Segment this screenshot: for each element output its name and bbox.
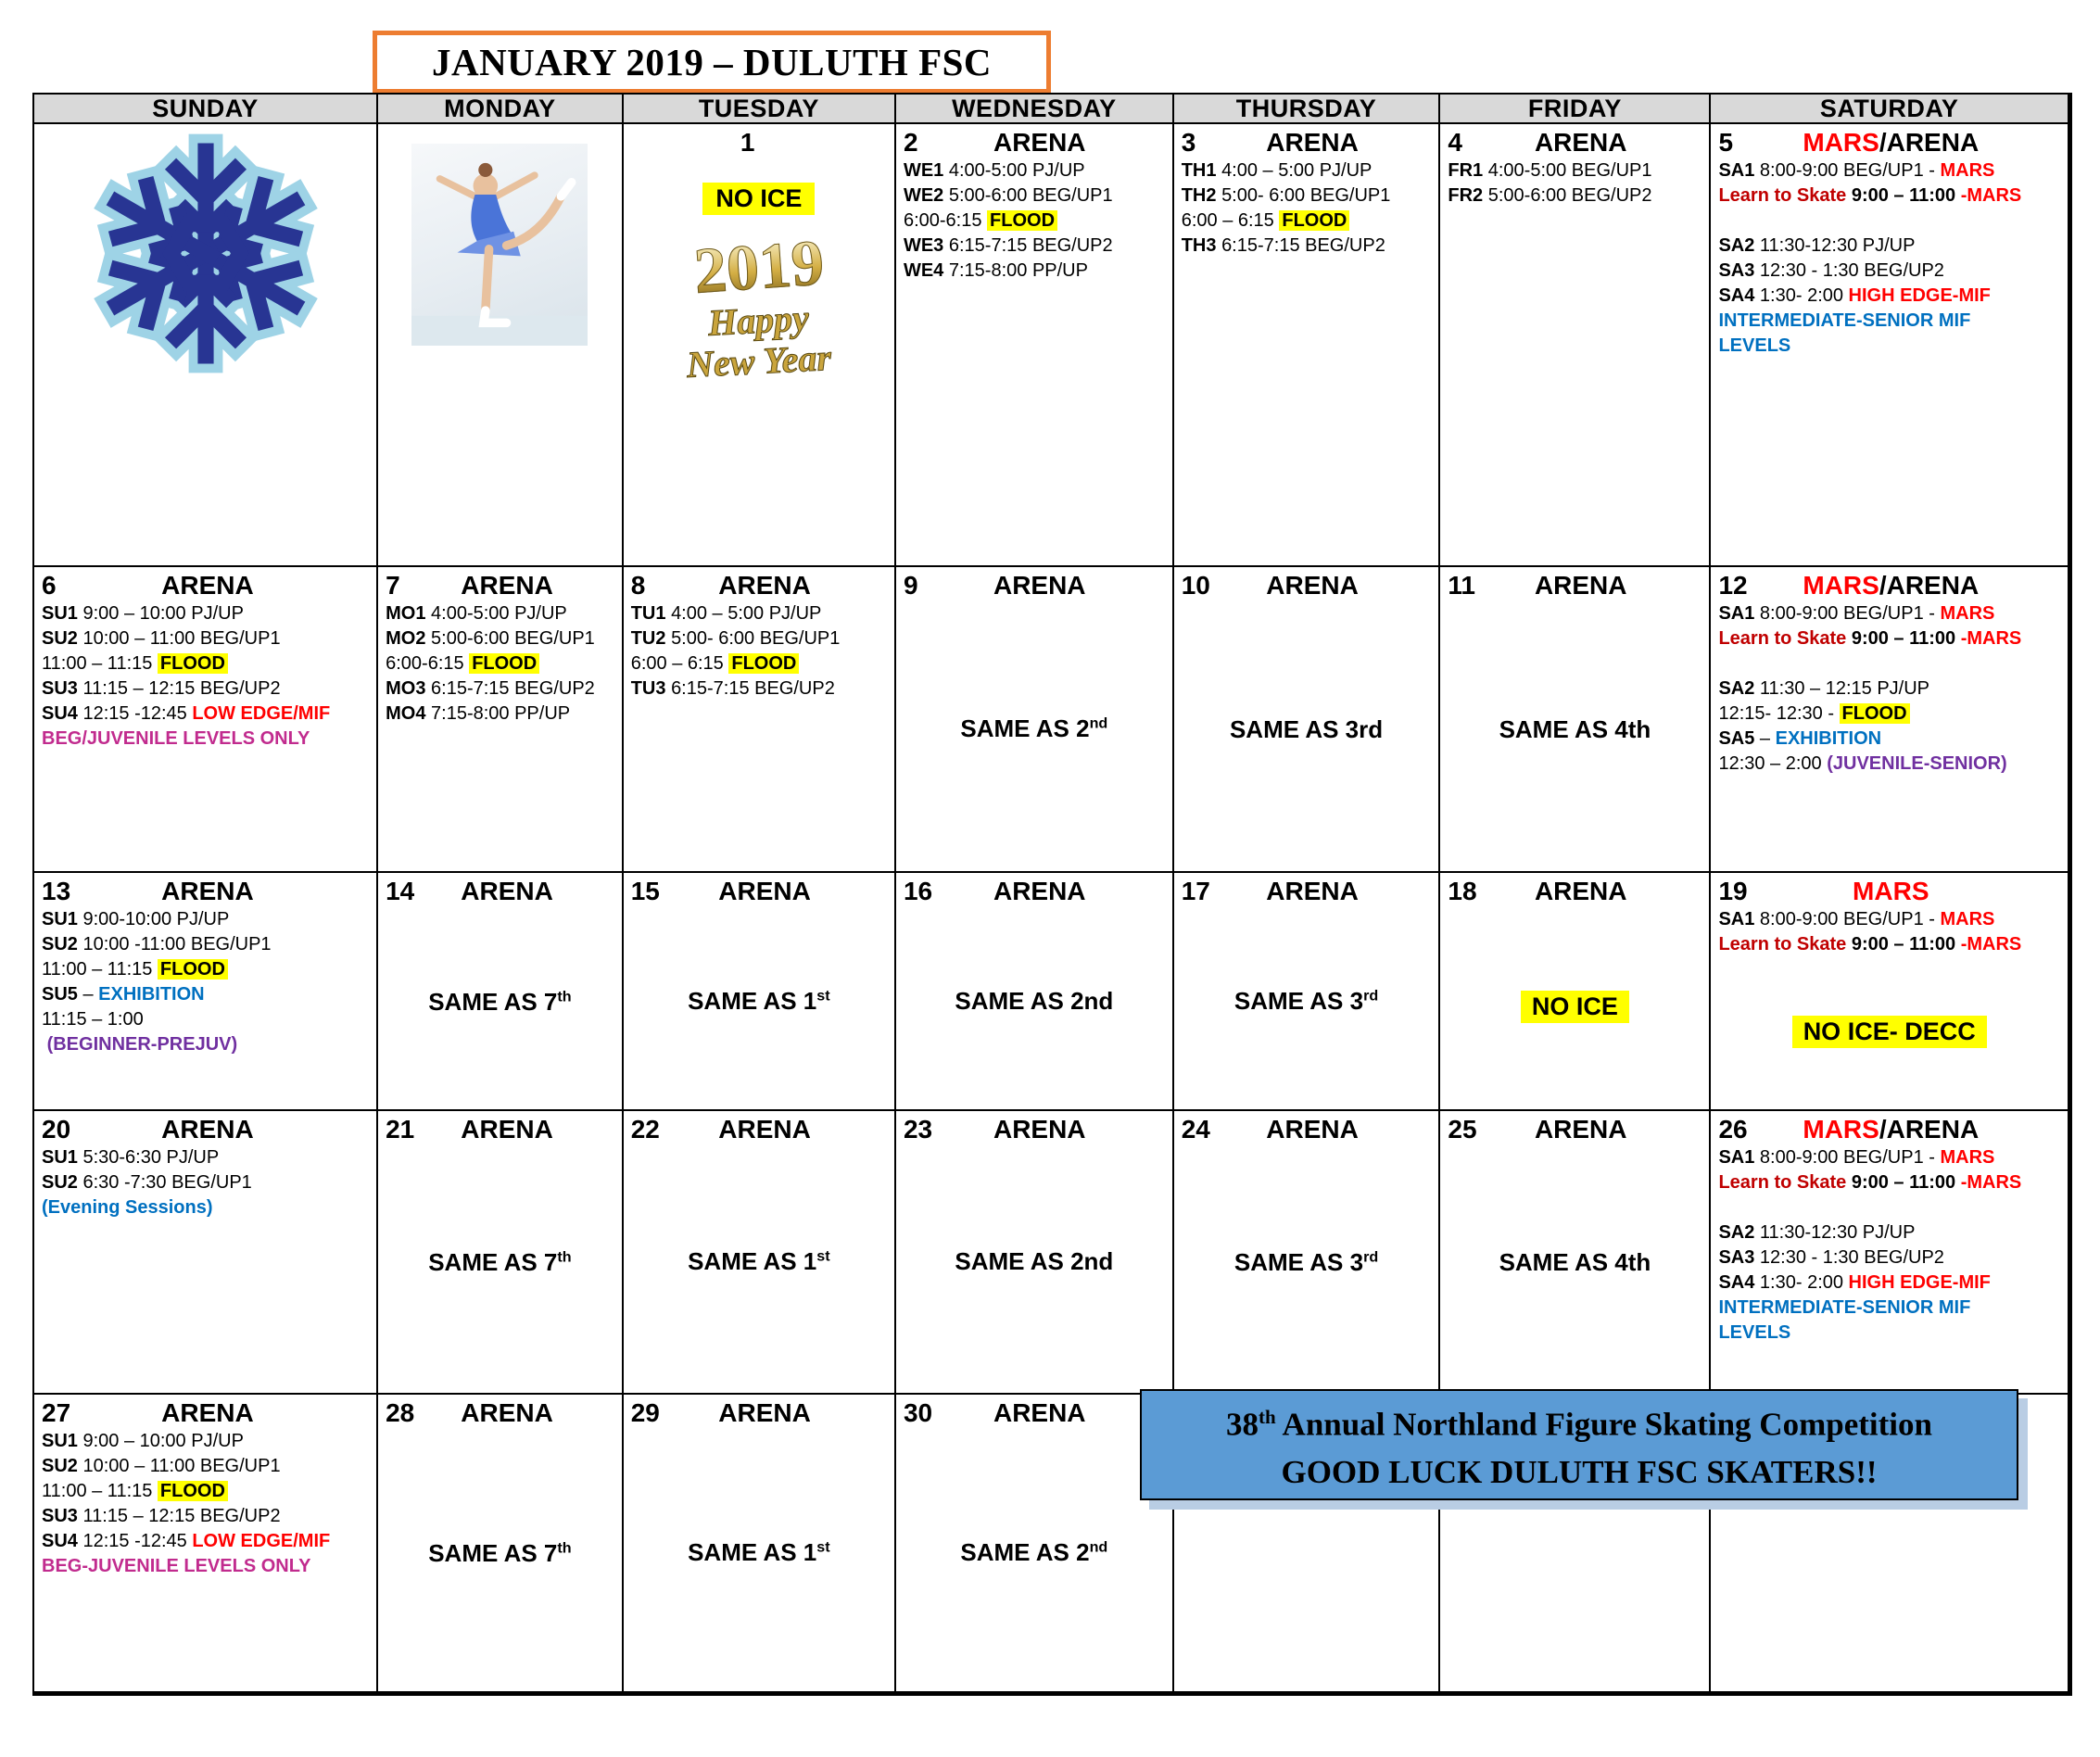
day-header xyxy=(1448,1114,1702,1145)
day-header xyxy=(42,570,369,601)
same-as-label: SAME AS 7th xyxy=(428,1539,572,1568)
day-number: 29 xyxy=(630,1398,660,1427)
schedule-line: WE3 6:15-7:15 BEG/UP2 xyxy=(903,235,1113,256)
day-header xyxy=(904,1114,1165,1145)
calendar-cell-5 xyxy=(1711,124,2068,567)
schedule-line: SU1 9:00 – 10:00 PJ/UP xyxy=(42,603,244,624)
day-number: 26 xyxy=(1718,1115,1748,1144)
day-header xyxy=(42,1397,369,1429)
same-as-label: SAME AS 1st xyxy=(688,1247,830,1276)
schedule-line: 6:00 – 6:15 FLOOD xyxy=(1182,209,1432,234)
calendar-cell-17 xyxy=(1174,873,1441,1111)
schedule-line: SA1 8:00-9:00 BEG/UP1 - MARS xyxy=(1718,160,1995,181)
calendar-cell-image xyxy=(34,124,378,567)
happy-graphic: Happy xyxy=(707,297,811,344)
calendar-cell-23 xyxy=(896,1111,1174,1395)
day-number: 18 xyxy=(1448,877,1477,905)
venue-label: ARENA xyxy=(461,571,553,600)
day-number: 30 xyxy=(903,1398,933,1427)
calendar-cell-4 xyxy=(1440,124,1711,567)
schedule-line: LEVELS xyxy=(1718,1322,1791,1343)
day-header xyxy=(904,127,1165,158)
day-header xyxy=(1718,570,2059,601)
calendar-cell-26 xyxy=(1711,1111,2068,1395)
schedule-line xyxy=(1718,1195,2059,1220)
schedule-line: SA3 12:30 - 1:30 BEG/UP2 xyxy=(1718,1247,1944,1268)
schedule-line: SU5 – EXHIBITION xyxy=(42,984,205,1005)
calendar-cell-6 xyxy=(34,567,378,873)
schedule-line: MO4 7:15-8:00 PP/UP xyxy=(386,703,571,724)
schedule-line: SU2 10:00 – 11:00 BEG/UP1 xyxy=(42,628,281,649)
day-header xyxy=(904,1397,1165,1429)
venue-label: ARENA xyxy=(461,877,553,905)
calendar-cell-29 xyxy=(624,1395,896,1693)
same-as-label: SAME AS 7th xyxy=(428,1248,572,1277)
day-number: 24 xyxy=(1181,1115,1210,1144)
schedule-line: (Evening Sessions) xyxy=(42,1197,213,1218)
day-number: 16 xyxy=(903,877,933,905)
day-header xyxy=(1182,127,1432,158)
new-year-graphic: New Year xyxy=(685,335,832,386)
schedule-line: LEVELS xyxy=(1718,335,1791,356)
no-ice-highlight: NO ICE xyxy=(1521,991,1629,1023)
day-number: 12 xyxy=(1718,571,1748,600)
calendar-cell-3 xyxy=(1174,124,1441,567)
calendar-cell-13 xyxy=(34,873,378,1111)
schedule-line: SA4 1:30- 2:00 HIGH EDGE-MIF xyxy=(1718,1272,1991,1293)
schedule-line: Learn to Skate 9:00 – 11:00 -MARS xyxy=(1718,1172,2022,1193)
day-header xyxy=(1448,570,1702,601)
same-as-label: SAME AS 1st xyxy=(688,986,830,1015)
venue-label: ARENA xyxy=(993,877,1086,905)
venue-label: ARENA xyxy=(1266,128,1359,157)
same-as-label: SAME AS 4th xyxy=(1499,714,1651,743)
schedule-line: SU3 11:15 – 12:15 BEG/UP2 xyxy=(42,1506,281,1526)
day-number: 19 xyxy=(1718,877,1748,905)
schedule-line: 11:00 – 11:15 FLOOD xyxy=(42,651,369,676)
schedule-line: INTERMEDIATE-SENIOR MIF xyxy=(1718,310,1971,331)
day-header xyxy=(1718,127,2059,158)
snowflake-image xyxy=(81,131,331,376)
venue-label: ARENA xyxy=(1534,571,1627,600)
venue-label: ARENA xyxy=(461,1115,553,1144)
day-header xyxy=(1448,876,1702,907)
schedule-line: (BEGINNER-PREJUV) xyxy=(42,1034,238,1055)
calendar-cell-27 xyxy=(34,1395,378,1693)
schedule-line: Learn to Skate 9:00 – 11:00 -MARS xyxy=(1718,934,2022,954)
weekday-header-saturday: SATURDAY xyxy=(1711,95,2068,124)
same-as-label: SAME AS 2nd xyxy=(960,1538,1108,1567)
schedule-line: SA2 11:30 – 12:15 PJ/UP xyxy=(1718,678,1930,699)
schedule-line: 12:15- 12:30 - FLOOD xyxy=(1718,702,2059,727)
venue-label: ARENA xyxy=(1266,1115,1359,1144)
day-header xyxy=(1182,1114,1432,1145)
schedule-line: BEG/JUVENILE LEVELS ONLY xyxy=(42,728,310,749)
day-header xyxy=(631,1114,887,1145)
calendar-cell-25 xyxy=(1440,1111,1711,1395)
day-header xyxy=(904,876,1165,907)
schedule-line: SU2 10:00 – 11:00 BEG/UP1 xyxy=(42,1456,281,1476)
year-graphic: 2019 xyxy=(691,227,827,308)
day-number: 14 xyxy=(386,877,415,905)
schedule-line: SU4 12:15 -12:45 LOW EDGE/MIF xyxy=(42,703,331,724)
day-header xyxy=(631,876,887,907)
weekday-header-sunday: SUNDAY xyxy=(34,95,378,124)
venue-label: ARENA xyxy=(461,1398,553,1427)
calendar-cell-7 xyxy=(378,567,624,873)
day-header xyxy=(1182,876,1432,907)
schedule-line: SA2 11:30-12:30 PJ/UP xyxy=(1718,1222,1916,1243)
schedule-line: MO2 5:00-6:00 BEG/UP1 xyxy=(386,628,595,649)
same-as-label: SAME AS 1st xyxy=(688,1538,830,1567)
same-as-label: SAME AS 2nd xyxy=(955,1247,1114,1276)
venue-label: ARENA xyxy=(993,1115,1086,1144)
schedule-line: 12:30 – 2:00 (JUVENILE-SENIOR) xyxy=(1718,753,2007,774)
day-number: 20 xyxy=(42,1115,71,1144)
schedule-line: INTERMEDIATE-SENIOR MIF xyxy=(1718,1297,1971,1318)
day-number: 2 xyxy=(903,128,918,157)
venue-label: ARENA xyxy=(993,1398,1086,1427)
calendar-title-text: JANUARY 2019 – DULUTH FSC xyxy=(431,41,993,83)
schedule-line xyxy=(1718,209,2059,234)
venue-label: ARENA xyxy=(993,571,1086,600)
calendar-cell-22 xyxy=(624,1111,896,1395)
day-header xyxy=(1718,1114,2059,1145)
schedule-line: Learn to Skate 9:00 – 11:00 -MARS xyxy=(1718,185,2022,206)
venue-label: MARS/ARENA xyxy=(1803,1115,1980,1144)
schedule-line: 11:15 – 1:00 xyxy=(42,1009,144,1030)
same-as-label: SAME AS 4th xyxy=(1499,1247,1651,1276)
same-as-label: SAME AS 7th xyxy=(428,987,572,1016)
same-as-label: SAME AS 2nd xyxy=(960,714,1108,743)
day-number: 11 xyxy=(1448,571,1475,600)
calendar-cell-9 xyxy=(896,567,1174,873)
schedule-line: SU2 6:30 -7:30 BEG/UP1 xyxy=(42,1172,252,1193)
day-number: 5 xyxy=(1718,128,1734,157)
venue-label: ARENA xyxy=(1266,571,1359,600)
calendar-cell-15 xyxy=(624,873,896,1111)
venue-label: ARENA xyxy=(1534,128,1627,157)
day-number: 6 xyxy=(42,571,57,600)
schedule-line: WE4 7:15-8:00 PP/UP xyxy=(903,260,1088,281)
calendar-cell-19 xyxy=(1711,873,2068,1111)
day-number: 17 xyxy=(1181,877,1210,905)
calendar-cell-image xyxy=(378,124,624,567)
day-number: 1 xyxy=(740,128,755,157)
calendar-cell-11 xyxy=(1440,567,1711,873)
venue-label: ARENA xyxy=(993,128,1086,157)
schedule-line: BEG-JUVENILE LEVELS ONLY xyxy=(42,1556,311,1576)
venue-label: ARENA xyxy=(718,1115,811,1144)
weekday-header-friday: FRIDAY xyxy=(1440,95,1711,124)
schedule-line: TH3 6:15-7:15 BEG/UP2 xyxy=(1181,235,1385,256)
schedule-line: 6:00 – 6:15 FLOOD xyxy=(631,651,887,676)
venue-label: ARENA xyxy=(718,571,811,600)
calendar-cell-1 xyxy=(624,124,896,567)
schedule-line: TH1 4:00 – 5:00 PJ/UP xyxy=(1181,160,1373,181)
competition-banner xyxy=(1140,1389,2018,1500)
schedule-line: 6:00-6:15 FLOOD xyxy=(904,209,1165,234)
schedule-line: SA2 11:30-12:30 PJ/UP xyxy=(1718,235,1916,256)
same-as-label: SAME AS 3rd xyxy=(1233,987,1379,1016)
venue-label: ARENA xyxy=(161,1115,254,1144)
day-header xyxy=(740,127,778,158)
schedule-line: FR1 4:00-5:00 BEG/UP1 xyxy=(1448,160,1652,181)
day-header xyxy=(1718,876,2059,907)
day-header xyxy=(386,1114,614,1145)
day-number: 22 xyxy=(630,1115,660,1144)
day-header xyxy=(904,570,1165,601)
schedule-line: WE2 5:00-6:00 BEG/UP1 xyxy=(903,185,1113,206)
day-number: 10 xyxy=(1181,571,1210,600)
schedule-line: SA1 8:00-9:00 BEG/UP1 - MARS xyxy=(1718,603,1995,624)
schedule-line: SU4 12:15 -12:45 LOW EDGE/MIF xyxy=(42,1531,331,1551)
day-number: 21 xyxy=(386,1115,415,1144)
calendar-cell-28 xyxy=(378,1395,624,1693)
day-header xyxy=(1182,570,1432,601)
day-number: 28 xyxy=(386,1398,415,1427)
venue-label: ARENA xyxy=(1534,877,1627,905)
same-as-label: SAME AS 3rd xyxy=(1233,1247,1379,1276)
calendar-cell-20 xyxy=(34,1111,378,1395)
calendar-cell-10 xyxy=(1174,567,1441,873)
banner-line2: GOOD LUCK DULUTH FSC SKATERS!! xyxy=(1281,1454,1878,1491)
venue-label: ARENA xyxy=(718,1398,811,1427)
day-number: 9 xyxy=(903,571,918,600)
schedule-line: SA1 8:00-9:00 BEG/UP1 - MARS xyxy=(1718,1147,1995,1168)
weekday-header-tuesday: TUESDAY xyxy=(624,95,896,124)
calendar-cell-18 xyxy=(1440,873,1711,1111)
same-as-label: SAME AS 3rd xyxy=(1229,714,1384,743)
schedule-line: SA1 8:00-9:00 BEG/UP1 - MARS xyxy=(1718,909,1995,929)
day-number: 15 xyxy=(630,877,660,905)
schedule-line: SU1 5:30-6:30 PJ/UP xyxy=(42,1147,220,1168)
venue-label: ARENA xyxy=(718,877,811,905)
venue-label: ARENA xyxy=(1266,877,1359,905)
schedule-line: FR2 5:00-6:00 BEG/UP2 xyxy=(1448,185,1652,206)
banner-line1: 38th Annual Northland Figure Skating Competition xyxy=(1226,1405,1932,1443)
schedule-line: MO1 4:00-5:00 PJ/UP xyxy=(386,603,567,624)
calendar-cell-16 xyxy=(896,873,1174,1111)
schedule-line: WE1 4:00-5:00 PJ/UP xyxy=(903,160,1085,181)
schedule-line: 11:00 – 11:15 FLOOD xyxy=(42,957,369,982)
no-ice-badge: NO ICE xyxy=(702,183,815,215)
schedule-line: MO3 6:15-7:15 BEG/UP2 xyxy=(386,678,595,699)
venue-label: ARENA xyxy=(161,571,254,600)
day-number: 7 xyxy=(386,571,400,600)
day-header xyxy=(631,570,887,601)
schedule-line: 11:00 – 11:15 FLOOD xyxy=(42,1479,369,1504)
same-as-label: SAME AS 2nd xyxy=(955,986,1114,1015)
day-number: 3 xyxy=(1181,128,1196,157)
calendar-cell-8 xyxy=(624,567,896,873)
day-header xyxy=(42,1114,369,1145)
calendar-cell-12 xyxy=(1711,567,2068,873)
calendar-title xyxy=(373,31,1051,94)
day-header xyxy=(631,1397,887,1429)
day-header xyxy=(1448,127,1702,158)
day-header xyxy=(386,570,614,601)
skater-silhouette xyxy=(411,144,588,346)
schedule-line: SA3 12:30 - 1:30 BEG/UP2 xyxy=(1718,260,1944,281)
calendar-cell-2 xyxy=(896,124,1174,567)
day-number: 23 xyxy=(903,1115,933,1144)
schedule-line: TU3 6:15-7:15 BEG/UP2 xyxy=(630,678,835,699)
weekday-header-wednesday: WEDNESDAY xyxy=(896,95,1174,124)
venue-label: ARENA xyxy=(161,877,254,905)
day-number: 4 xyxy=(1448,128,1462,157)
schedule-line: TU2 5:00- 6:00 BEG/UP1 xyxy=(630,628,841,649)
venue-label: MARS xyxy=(1853,877,1929,905)
schedule-line: SA4 1:30- 2:00 HIGH EDGE-MIF xyxy=(1718,285,1991,306)
day-header xyxy=(386,876,614,907)
no-ice-highlight: NO ICE- DECC xyxy=(1792,1016,1987,1048)
day-number: 27 xyxy=(42,1398,71,1427)
day-number: 13 xyxy=(42,877,71,905)
calendar-cell-24 xyxy=(1174,1111,1441,1395)
schedule-line: SU1 9:00-10:00 PJ/UP xyxy=(42,909,230,929)
schedule-line: SU2 10:00 -11:00 BEG/UP1 xyxy=(42,934,272,954)
schedule-line: SU1 9:00 – 10:00 PJ/UP xyxy=(42,1431,244,1451)
venue-label: MARS/ARENA xyxy=(1803,571,1980,600)
calendar-cell-21 xyxy=(378,1111,624,1395)
calendar-cell-30 xyxy=(896,1395,1174,1693)
schedule-line xyxy=(1718,651,2059,676)
schedule-line: TH2 5:00- 6:00 BEG/UP1 xyxy=(1181,185,1391,206)
snowflake-icon xyxy=(81,131,331,376)
calendar-cell-14 xyxy=(378,873,624,1111)
venue-label: MARS/ARENA xyxy=(1803,128,1980,157)
weekday-header-thursday: THURSDAY xyxy=(1174,95,1441,124)
day-header xyxy=(386,1397,614,1429)
weekday-header-monday: MONDAY xyxy=(378,95,624,124)
schedule-line: SU3 11:15 – 12:15 BEG/UP2 xyxy=(42,678,281,699)
schedule-line: Learn to Skate 9:00 – 11:00 -MARS xyxy=(1718,628,2022,649)
schedule-line: SA5 – EXHIBITION xyxy=(1718,728,1882,749)
skater-photo xyxy=(411,144,588,346)
venue-label: ARENA xyxy=(1534,1115,1627,1144)
day-number: 25 xyxy=(1448,1115,1477,1144)
schedule-line: 6:00-6:15 FLOOD xyxy=(386,651,614,676)
day-number: 8 xyxy=(630,571,646,600)
venue-label: ARENA xyxy=(161,1398,254,1427)
schedule-line: TU1 4:00 – 5:00 PJ/UP xyxy=(630,603,822,624)
day-header xyxy=(42,876,369,907)
